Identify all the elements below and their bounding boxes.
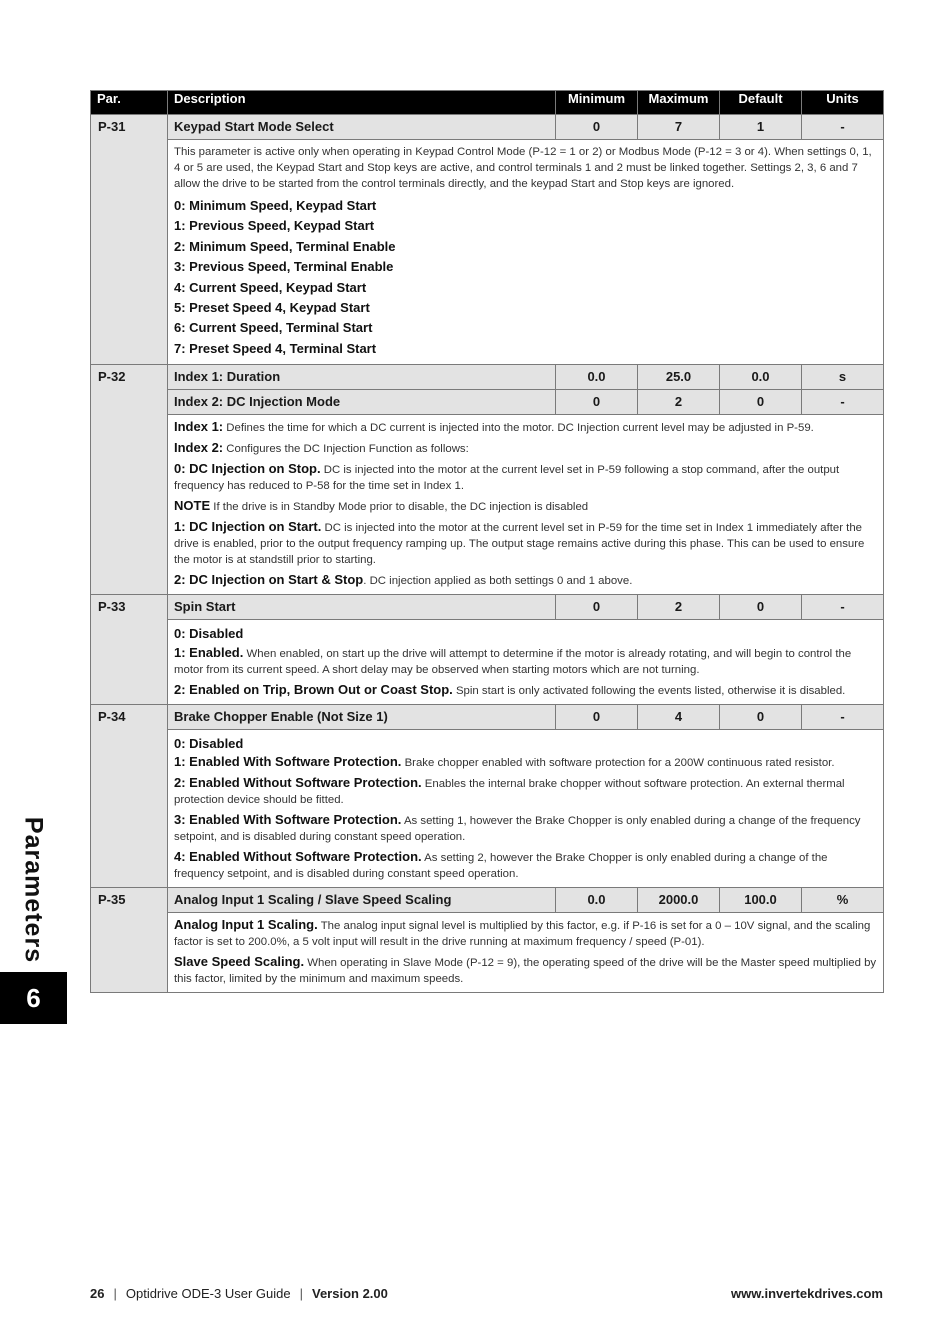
param-units: - — [802, 704, 884, 729]
table-row-description — [91, 729, 884, 887]
param-units: - — [802, 390, 884, 415]
description-paragraph — [174, 572, 877, 589]
param-units: - — [802, 115, 884, 140]
option-item: 3: Previous Speed, Terminal Enable — [174, 259, 394, 275]
text: As setting 1, however the Brake Chopper is only enabled during a change of the frequency setpoint, and is disabled during constant speed operation. — [174, 815, 861, 844]
option-item: 7: Preset Speed 4, Terminal Start — [174, 340, 377, 356]
label-bold: 2: Enabled on Trip, Brown Out or Coast Stop. — [174, 681, 453, 697]
label-bold: 0: DC Injection on Stop. — [174, 461, 321, 477]
table-header-row — [91, 91, 884, 115]
label-bold: Slave Speed Scaling. — [174, 954, 305, 970]
description-paragraph — [174, 440, 877, 457]
version-label: Version 2.00 — [311, 1286, 388, 1301]
description-paragraph — [174, 812, 877, 845]
param-description — [168, 913, 884, 993]
param-units: s — [802, 365, 884, 390]
table-row — [91, 365, 884, 390]
page-footer — [90, 1286, 883, 1306]
guide-title: Optidrive ODE-3 User Guide — [125, 1286, 291, 1301]
param-max: 7 — [638, 115, 720, 140]
table-row — [91, 595, 884, 620]
option-item: 4: Current Speed, Keypad Start — [174, 279, 367, 295]
label-bold: Index 1: — [174, 419, 224, 435]
param-default: 0 — [720, 595, 802, 620]
param-id: P-35 — [91, 888, 168, 993]
label-bold: 2: Enabled Without Software Protection. — [174, 775, 422, 791]
param-default: 0.0 — [720, 365, 802, 390]
table-row-description — [91, 620, 884, 704]
param-min: 0.0 — [556, 888, 638, 913]
param-name: Index 1: Duration — [168, 365, 556, 390]
param-id: P-32 — [91, 365, 168, 595]
param-description — [168, 620, 884, 704]
text: . DC injection applied as both settings 0 and 1 above. — [363, 575, 633, 588]
param-description — [168, 415, 884, 595]
param-description — [168, 729, 884, 887]
param-default: 0 — [720, 704, 802, 729]
header-units: Units — [802, 91, 884, 115]
page-number: 26 — [90, 1286, 105, 1301]
website-link[interactable]: www.invertekdrives.com — [731, 1286, 883, 1301]
footer-left — [90, 1286, 388, 1301]
table-row — [91, 390, 884, 415]
label-bold: 4: Enabled Without Software Protection. — [174, 849, 422, 865]
header-description: Description — [168, 91, 556, 115]
text: The analog input signal level is multiplied by this factor, e.g. if P-16 is set for a 0 – 10V signal, and the scaling factor is set to 200.0%, a 5 volt input will result in the drive running at maximum frequency / speed (P-01). — [174, 920, 871, 949]
description-paragraph — [174, 754, 877, 771]
param-min: 0 — [556, 115, 638, 140]
footer-separator: | — [299, 1286, 303, 1301]
param-max: 4 — [638, 704, 720, 729]
param-name: Keypad Start Mode Select — [168, 115, 556, 140]
option-item: 2: Minimum Speed, Terminal Enable — [174, 238, 396, 254]
option-item: 0: Disabled — [174, 626, 244, 642]
description-paragraph — [174, 498, 877, 515]
description-paragraph — [174, 682, 877, 699]
table-row — [91, 115, 884, 140]
param-min: 0.0 — [556, 365, 638, 390]
text: Configures the DC Injection Function as follows: — [223, 443, 469, 456]
header-par: Par. — [91, 91, 168, 115]
text: DC is injected into the motor at the current level set in P-59 following a stop command, after the output frequency has reduced to P-58 for the time set in Index 1. — [174, 464, 840, 493]
table-row — [91, 888, 884, 913]
param-max: 2000.0 — [638, 888, 720, 913]
text: DC is injected into the motor at the current level set in P-59 for the time set in Index 1 immediately after the drive is enabled, prior to the output frequency ramping up. The output stage remains active during this phase. This can be used to ensure the motor is at standstill prior to starting. — [174, 522, 865, 567]
text: Spin start is only activated following the events listed, otherwise it is disabled. — [452, 684, 846, 697]
param-id: P-34 — [91, 704, 168, 887]
param-id: P-31 — [91, 115, 168, 365]
text: Enables the internal brake chopper without software protection. An external thermal protection device should be fitted. — [174, 778, 845, 807]
text: When operating in Slave Mode (P-12 = 9), the operating speed of the drive will be the Master speed multiplied by this factor, limited by the minimum and maximum speeds. — [174, 957, 877, 986]
label-bold: 1: Enabled With Software Protection. — [174, 754, 402, 770]
chapter-title: Parameters — [19, 816, 48, 964]
header-default: Default — [720, 91, 802, 115]
text: If the drive is in Standby Mode prior to disable, the DC injection is disabled — [210, 501, 589, 514]
label-bold: Index 2: — [174, 440, 224, 456]
label-bold: 3: Enabled With Software Protection. — [174, 812, 402, 828]
header-minimum: Minimum — [556, 91, 638, 115]
param-name: Analog Input 1 Scaling / Slave Speed Scaling — [168, 888, 556, 913]
param-units: % — [802, 888, 884, 913]
param-min: 0 — [556, 390, 638, 415]
header-maximum: Maximum — [638, 91, 720, 115]
param-min: 0 — [556, 704, 638, 729]
table-row-description — [91, 415, 884, 595]
description-text: This parameter is active only when operating in Keypad Control Mode (P-12 = 1 or 2) or Modbus Mode (P-12 = 3 or 4). When settings 0, 1, 4 or 5 are used, the Keypad Start and Stop keys are active, and control terminals 1 and 2 must be linked together. Settings 2, 3, 6 and 7 allow the drive to be started from the control terminals directly, and the keypad Start and Stop keys are ignored. — [174, 146, 872, 190]
footer-separator: | — [113, 1286, 117, 1301]
description-paragraph — [174, 419, 877, 436]
param-max: 2 — [638, 390, 720, 415]
option-item: 0: Disabled — [174, 735, 244, 751]
param-name: Spin Start — [168, 595, 556, 620]
label-bold: Analog Input 1 Scaling. — [174, 917, 318, 933]
text: Brake chopper enabled with software protection for a 200W continuous rated resistor. — [401, 757, 835, 770]
description-paragraph — [174, 775, 877, 808]
description-paragraph — [174, 954, 877, 987]
table-row — [91, 704, 884, 729]
label-bold: 2: DC Injection on Start & Stop — [174, 572, 364, 588]
param-default: 1 — [720, 115, 802, 140]
option-item: 1: Previous Speed, Keypad Start — [174, 218, 375, 234]
label-bold: 1: Enabled. — [174, 644, 244, 660]
chapter-tab: 6 — [0, 972, 67, 1024]
description-paragraph — [174, 849, 877, 882]
note-label: NOTE — [174, 498, 211, 514]
table-row-description — [91, 913, 884, 993]
label-bold: 1: DC Injection on Start. — [174, 519, 322, 535]
param-default: 100.0 — [720, 888, 802, 913]
text: As setting 2, however the Brake Chopper is only enabled during a change of the frequency setpoint, and is disabled during constant speed operation. — [174, 852, 828, 881]
description-paragraph — [174, 461, 877, 494]
param-description — [168, 140, 884, 365]
description-paragraph — [174, 645, 877, 678]
option-item: 6: Current Speed, Terminal Start — [174, 320, 373, 336]
param-id: P-33 — [91, 595, 168, 704]
description-paragraph — [174, 519, 877, 568]
option-item: 5: Preset Speed 4, Keypad Start — [174, 300, 370, 316]
param-max: 25.0 — [638, 365, 720, 390]
parameter-table — [90, 90, 884, 993]
table-row-description — [91, 140, 884, 365]
option-item: 0: Minimum Speed, Keypad Start — [174, 198, 377, 213]
param-min: 0 — [556, 595, 638, 620]
param-max: 2 — [638, 595, 720, 620]
text: Defines the time for which a DC current is injected into the motor. DC Injection current level may be adjusted in P-59. — [223, 422, 814, 435]
param-units: - — [802, 595, 884, 620]
param-default: 0 — [720, 390, 802, 415]
description-paragraph — [174, 917, 877, 950]
param-name: Index 2: DC Injection Mode — [168, 390, 556, 415]
param-name: Brake Chopper Enable (Not Size 1) — [168, 704, 556, 729]
text: When enabled, on start up the drive will attempt to determine if the motor is already rotating, and will begin to control the motor from its current speed. A short delay may be observed when starting motors which are not turning. — [174, 647, 852, 676]
